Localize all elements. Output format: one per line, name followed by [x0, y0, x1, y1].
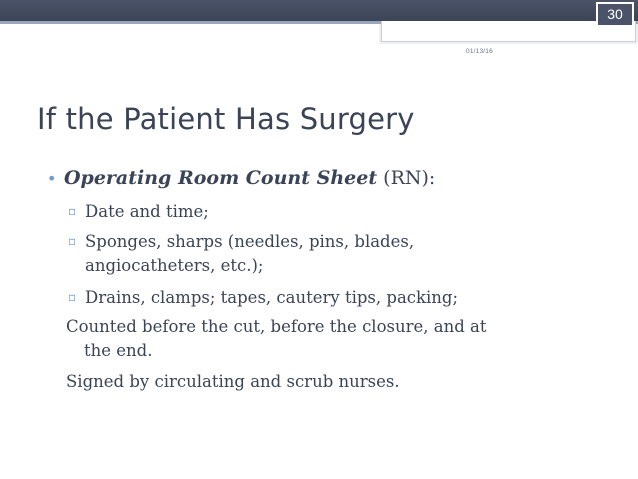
header-band — [0, 0, 638, 21]
main-bullet-text — [64, 166, 435, 191]
note-signed: Signed by circulating and scrub nurses. — [66, 372, 400, 391]
sub-bullet-marker: ▫ — [68, 234, 77, 248]
sub-item-text-line2: angiocatheters, etc.); — [85, 256, 264, 275]
note-counted-line2: the end. — [84, 341, 153, 360]
slide-number: 30 — [596, 2, 634, 27]
bullet-marker: • — [47, 169, 57, 188]
note-counted-line1: Counted before the cut, before the closure, and at — [66, 317, 487, 336]
main-bullet-rest: (RN): — [377, 167, 436, 189]
sub-item-text-line1: Sponges, sharps (needles, pins, blades, — [85, 232, 415, 251]
sub-item-text: Drains, clamps; tapes, cautery tips, packing; — [85, 288, 459, 307]
slide-title: If the Patient Has Surgery — [37, 102, 415, 136]
sub-item-text: Date and time; — [85, 202, 209, 221]
slide-date: 01/13/16 — [466, 48, 493, 55]
main-bullet-emphasis: Operating Room Count Sheet — [64, 167, 378, 189]
sub-bullet-marker: ▫ — [68, 204, 77, 218]
sub-bullet-marker: ▫ — [68, 290, 77, 304]
